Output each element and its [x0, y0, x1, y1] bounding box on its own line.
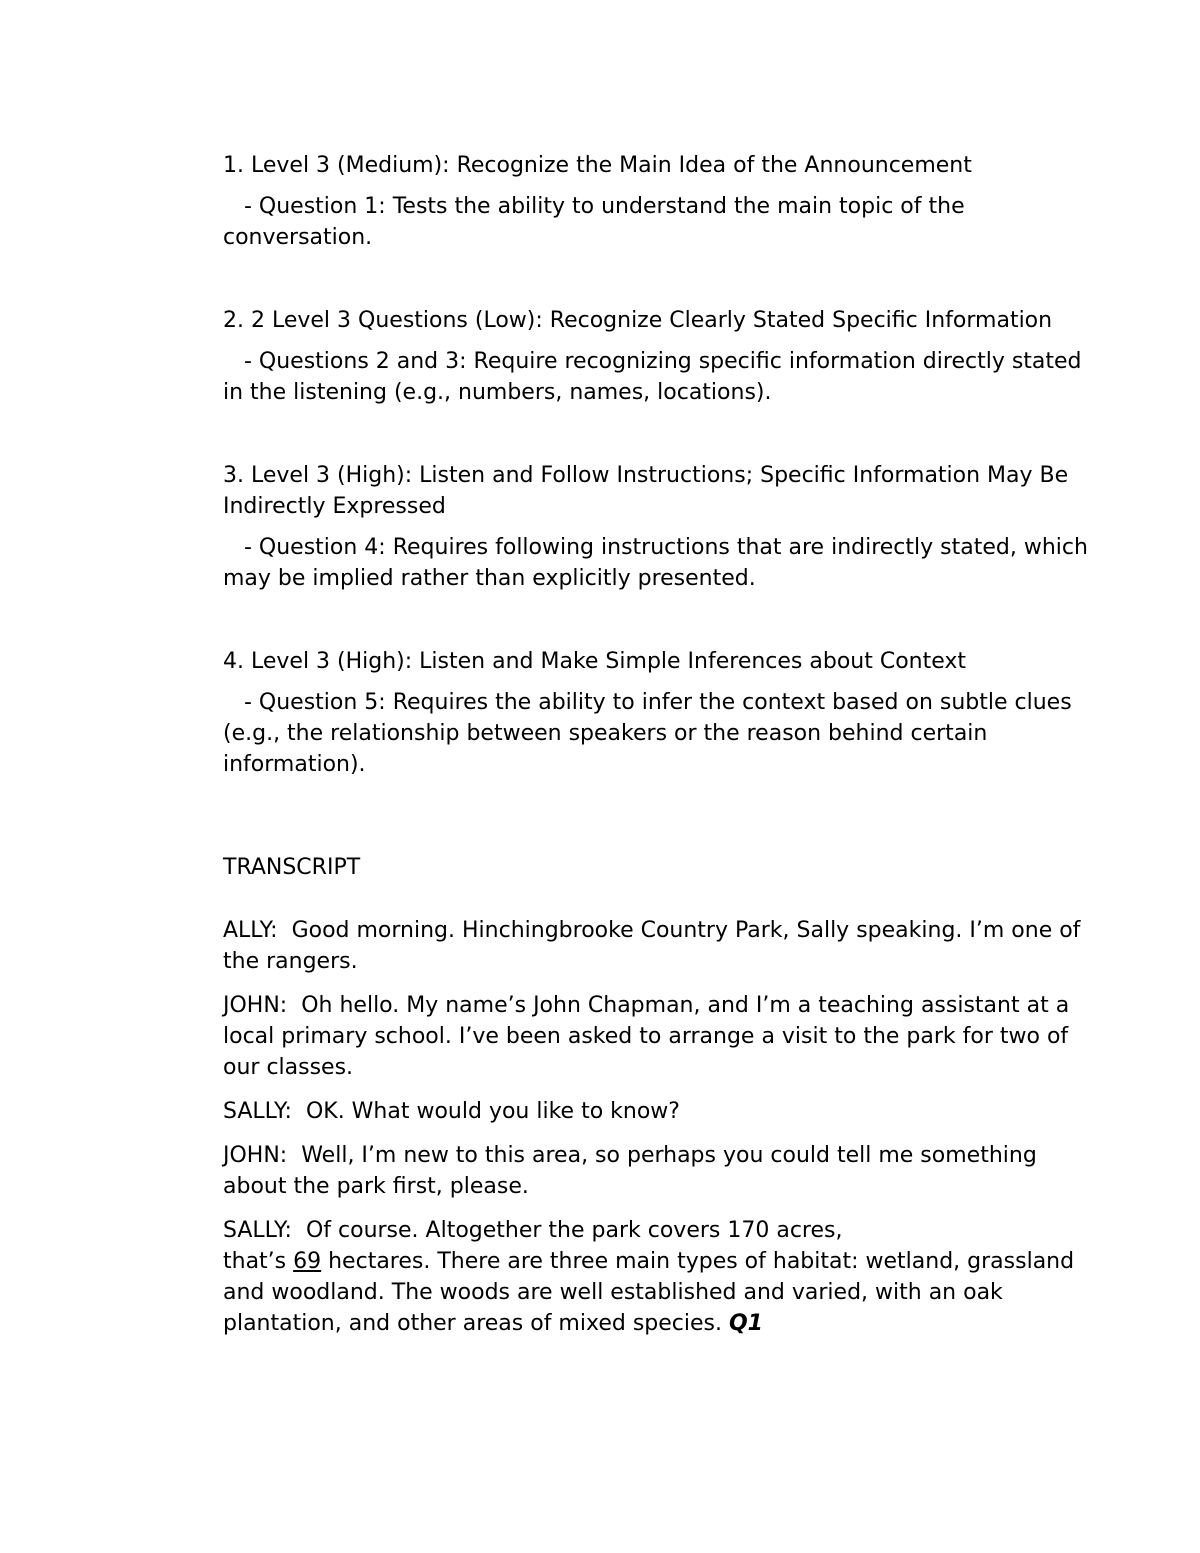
- transcript-turn: [223, 1140, 1103, 1202]
- spacer: [223, 594, 1103, 646]
- section-detail: - Question 1: Tests the ability to understand the main topic of the conversation.: [223, 194, 972, 250]
- turn-text: Well, I’m new to this area, so perhaps you could tell me something about the park first, please.: [223, 1143, 1037, 1199]
- turn-text: that’s: [223, 1249, 294, 1274]
- transcript-turn: [223, 990, 1103, 1083]
- turn-text: OK. What would you like to know?: [305, 1099, 680, 1124]
- speaker-label: JOHN:: [223, 993, 288, 1018]
- turn-text: hectares. There are three main types of habitat: wetland, grassland and woodland. The woods are well established and varied, with an oak plantation, and other areas of mixed species.: [223, 1249, 1082, 1336]
- section-detail: - Questions 2 and 3: Require recognizing specific information directly stated in the listening (e.g., numbers, names, locations).: [223, 349, 1089, 405]
- section-heading: 4. Level 3 (High): Listen and Make Simple Inferences about Context: [223, 649, 967, 674]
- spacer: [223, 780, 1103, 852]
- section-detail: - Question 5: Requires the ability to infer the context based on subtle clues (e.g., the relationship between speakers or the reason behind certain information).: [223, 690, 1079, 777]
- turn-text: Good morning. Hinchingbrooke Country Park, Sally speaking. I’m one of the rangers.: [223, 918, 1081, 974]
- transcript-turn: [223, 1215, 1103, 1339]
- section-detail: - Question 4: Requires following instructions that are indirectly stated, which may be implied rather than explicitly presented.: [223, 535, 1095, 591]
- question-tag: Q1: [728, 1311, 763, 1336]
- section-heading: 3. Level 3 (High): Listen and Follow Instructions; Specific Information May Be Indirectly Expressed: [223, 463, 1069, 519]
- section-2: [223, 305, 1103, 408]
- turn-text: Of course. Altogether the park covers 170 acres,: [305, 1218, 843, 1243]
- speaker-label: JOHN:: [223, 1143, 288, 1168]
- section-3: [223, 460, 1103, 594]
- spacer: [223, 253, 1103, 305]
- section-1: [223, 150, 1103, 253]
- transcript-turn: [223, 1096, 1103, 1127]
- transcript: [223, 852, 1103, 1339]
- turn-text: Oh hello. My name’s John Chapman, and I’m a teaching assistant at a local primary school. I’ve been asked to arrange a visit to the park for two of our classes.: [223, 993, 1070, 1080]
- speaker-label: ALLY:: [223, 918, 278, 943]
- transcript-turn: [223, 915, 1103, 977]
- spacer: [223, 408, 1103, 460]
- speaker-label: SALLY:: [223, 1218, 292, 1243]
- underlined-answer: 69: [293, 1249, 322, 1274]
- transcript-title: TRANSCRIPT: [223, 855, 361, 880]
- section-4: [223, 646, 1103, 780]
- speaker-label: SALLY:: [223, 1099, 292, 1124]
- section-heading: 2. 2 Level 3 Questions (Low): Recognize Clearly Stated Specific Information: [223, 308, 1053, 333]
- section-heading: 1. Level 3 (Medium): Recognize the Main Idea of the Announcement: [223, 153, 972, 178]
- document-page: [223, 150, 1103, 1339]
